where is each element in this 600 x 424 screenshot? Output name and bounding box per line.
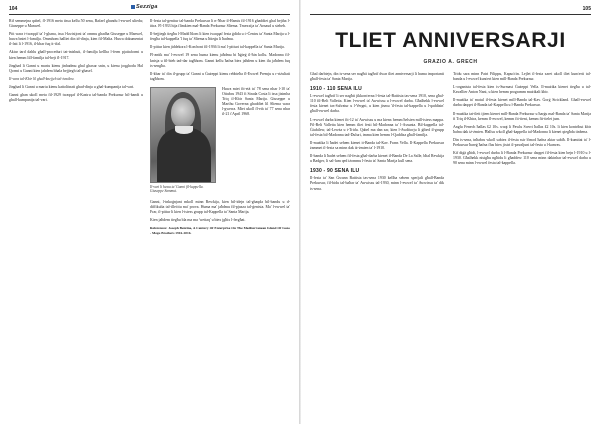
right-column-2	[453, 72, 591, 417]
paragraph: Fl-antik ma' l-ewwel 19 sena huma kienu jaħdmu bi ħġieġ il-ħin kollu. Madonna fil-knisja u fil-bieb tad-dar tagħhom. Ganni kellu ħafna biex jaħdem u kien ilu jaħdem fuq is-sengħa.	[150, 53, 290, 68]
paragraph: Il-mużika ta' matul il-festa kienet mill-Banda tal-Kav. Ġorġ Strickland. Ghall-ewwel darba daqqet il-Banda tal-Kappella u l-Banda Prekursur.	[453, 98, 591, 108]
right-page	[301, 0, 600, 424]
photo-caption: Il-vari li huwa ta' Ganni fil-kappella. Giuseppe Sammut.	[150, 184, 204, 194]
paragraph: Il-mużika tat-tlett ijiem kienet mill-Banda Prekursur u ħarġu mal-Banda ta' Santa Marija fi Triq il-Kbira, kemm fl-ewwel, kemm fit-tieni, kemm fit-tielet jum.	[453, 111, 591, 121]
article-byline: GRAZIO A. GRECH	[423, 59, 478, 65]
header-rule-left	[9, 14, 290, 15]
paragraph: Il-mużika li ħadet sehem kienet it-Banda tal-Kav. Frans Vella. Il-Kappella Prekursur żammet il-festa sa minn dak iż-żmien ta' l-1910.	[310, 140, 444, 151]
reference-note: References: Joseph Bezzina, A Century Of Enterprise On The Mediterranean Island Of Gozo - Mego Brothers 1916-2016.	[150, 226, 290, 235]
magazine-name: Sezziga	[136, 4, 158, 10]
paragraph: Aktar tard dahlu ghall-proceduri tat-tnisbuti, il-familja kellha l-ferm pjattaformi u kien hemm lill-familja tal-bejt fl-1917.	[9, 50, 143, 60]
paragraph: L-organista tal-festa kien is-Surmast Ġużeppi Vella. Il-mużika kienet tiegħu u tal-Kavallier Anton Nani, u kien hemm programm mużikali kbir.	[453, 85, 591, 95]
paragraph: Il-banda li ħadet sehem fil-festa għal-darba kienet il-Banda De La Salle, bħal Rewkija u Badger, li sal-lum qed iżommu l-festa ta' Santa Marija kull sena.	[310, 154, 444, 164]
portrait-photo	[150, 87, 216, 183]
paragraph: Ganni ghan ukoll meta fil-1929 twaqqaf il-Kastru tal-banda Prekursur bil-bandi u ghall-kumpanija tal-vari.	[9, 93, 143, 103]
magazine-logo	[131, 4, 158, 10]
paragraph: Il-festa tal-genitur tal-banda Prekursur li n-Nhar il-Hamis fil-1916 ghaddiet ghal bejtha l-ittra. Fl-1933 hija flimkien mal-Banda Prekursur Sliema. Tmexxija ta' Arnaud u sieheb.	[150, 19, 290, 29]
paragraph: Jinghad li Ganni u martu kienu kattolitnati ghad-dinja u ghal-kumpanija tal-vari.	[9, 84, 135, 89]
portrait-block	[150, 85, 290, 197]
paragraph: Jinghad li Ganni u martu kienu jinhadmu ghal ghaxar snin, u kienu joqghodu Hal Qormi u Ganni kien jahdem bhala bejjiegh tal-ghasel.	[9, 63, 143, 73]
paragraph: Din is-sena, inħabru wkoll sabiex il-festa ssir b'mod ħafna aktar sabiħ. Il-kumitat ta' l-Prekursur ħareġ ħafna flus biex jixtri il-pavaljuni tal-festa u l-kanvas.	[453, 137, 591, 148]
article-title: TLIET ANNIVERSARJI	[335, 29, 566, 52]
section-heading: 1910 - 110 SENA ILU	[310, 86, 362, 93]
paragraph: Il-kbar ta' din il-grupp ta' Ganni u Ġużeppi kienu rebbieħa fl-Ewwel Premju u r-riżultati tagħhom.	[150, 71, 290, 81]
image-caption: Il-vara tal-Kbir lil ghall-knejjeb tal-ismilew.	[9, 76, 75, 81]
photo-face-shape	[171, 98, 195, 128]
right-column-1	[310, 72, 444, 417]
left-column-1	[9, 19, 143, 417]
photo-collar-shape	[175, 126, 193, 134]
paragraph: L-ewwel tagħrif li ser nagħti jikkonċerna l-festa tal-Battista tas-sena 1910, sena għal-110 fil-Belt Valletta. Kien l-ewwel ta' Awwissu u l-ewwel darba. Għalhekk l-ewwel festa kienet tas-Salvatur u l-Vergni, u kien jismu 'il-festa tal-kappella u l-qaddisin' għall-ewwel darba.	[310, 94, 444, 114]
logo-square-icon	[131, 5, 135, 9]
paragraph: Kien jaħdem tiegħu bla ma ma 'wettaq' u biex jgħix l-fergħat.	[150, 218, 246, 223]
left-page	[0, 0, 299, 424]
page-number-right: 105	[582, 6, 591, 12]
photo-side-text: Huwa miet fit-età ta' 78 sena nhar l-10 ta' Ottubru 1943 fi Strada Costa li issa jisimha Triq il-Kbir Santa Marija. Giuseppe u Marthu Governa ghaddiet lil Sliema wara l-gwerra. Miet ukoll fl-età ta' 77 sena nhar il-21 t'April 1968.	[222, 86, 290, 117]
photo-body-shape	[157, 128, 211, 183]
paragraph: Pitt wara t-twaqqif ta' l-ghana, issa l-kwistjoni ta' ommu ghadha Giuseppe u Manwel, huwa bniet l-familja. Ommhom halliet din id-dinja, kien fil-Malta. Huwa dokumentat il-fatt li l-1916, il-kbar fuq it-tfal.	[9, 32, 143, 47]
section-heading: 1930 - 90 SENA ILU	[310, 168, 360, 175]
paragraph: L-ewwel darba kienet fit-12 ta' Awwissu u ma kienx hemm ħelsien mill-istess mappa. Fil-Belt Valletta kien hemm tliet festi bil-Madonna ta' l-Assunta. Bil-kappella tal-Ġiubilew, tal-Lewża u t-Tridu. Qabel ma dan sar, kien l-Awditorju li ġibed il-grupp tal-festa bil-Madonna tad-Duluri, imma kien hemm l-Qaddisa għall-familja.	[310, 117, 444, 137]
paragraph: Kif diġà għidt, l-ewwel darba li l-Banda Prekursur daqqet fil-festa kien bejn l-1910 u l-1930. Għalhekk nistgħu ngħidu li għaddew 110 sena minn dakinhar tal-ewwel darba u 90 sena minn l-ewwel festa tal-kappella.	[453, 151, 591, 166]
paragraph: Ganni, l-inkoġnjant mkoll minn Rewkija, kien bil-idejn tal-ghaqda bil-bandu u d-diffikulta tal-illeċitu ma' prova. Huma ma' jaħdmu fil-pjazza tal-ġenista. Ma' l-ewwel ta' Frar, il-pittur li kien l-istess grupp tal-Kappella ta' Santa Marija.	[150, 199, 290, 215]
paragraph: Tridu sara minn Patri Filippu, Kapuċċin. Lejlet il-festa saret ukoll tliet kunċerti tal-banda u l-ewwel kunċert kien mill-Banda Prekursur.	[453, 72, 591, 82]
paragraph: Rif semmejna qabel, fl-1916 meta tissa kellu 50 sena, Rafael ghandu l-ewwel uliedu; Giuseppe u Manwel.	[9, 19, 143, 29]
paragraph: Il-festa ta' San Ġwann Battista tas-sena 1930 kellha sehem speċjali għall-Banda Prekursur, fil-bidu tal-baħar ta' Awwissu tal-1930, minn l-ewwel ta' Awwissu ta' dik is-sena.	[310, 176, 444, 191]
paragraph: Anglu Fenech ħallas £2 10s. waqt li Pawlu Scerri ħallas £2 10s. li kien kontribut kbir ħafna dak iż-żmien. Ħallsu wkoll għal-kappella tal-Madonna li kienet qiegħda tinbena.	[453, 124, 591, 134]
header-rule-right	[310, 14, 591, 15]
paragraph: Il-bejjiegh tiegħu l-Madd ħlom li kien iwaqqaf festa ġdida u ċ-Ċentru ta' Santa Marija u l-fergħa tal-kappella 'l fuq ta' Sliema u ħtieġu li ħadmu.	[150, 32, 290, 42]
paragraph: Il-pittur kien jiddekora l-Konfront fil-1936 li ma' l-pitturi tal-kappella ta' Santa Marija.	[150, 45, 285, 50]
intro-paragraph: Ghal darbtejn, din is-sena ser nagħti tagħrif dwar tliet anniversarji li huma importanti għall-festa ta' Santa Marija.	[310, 72, 444, 82]
page-number-left: 104	[9, 6, 18, 12]
left-column-2	[150, 19, 290, 417]
